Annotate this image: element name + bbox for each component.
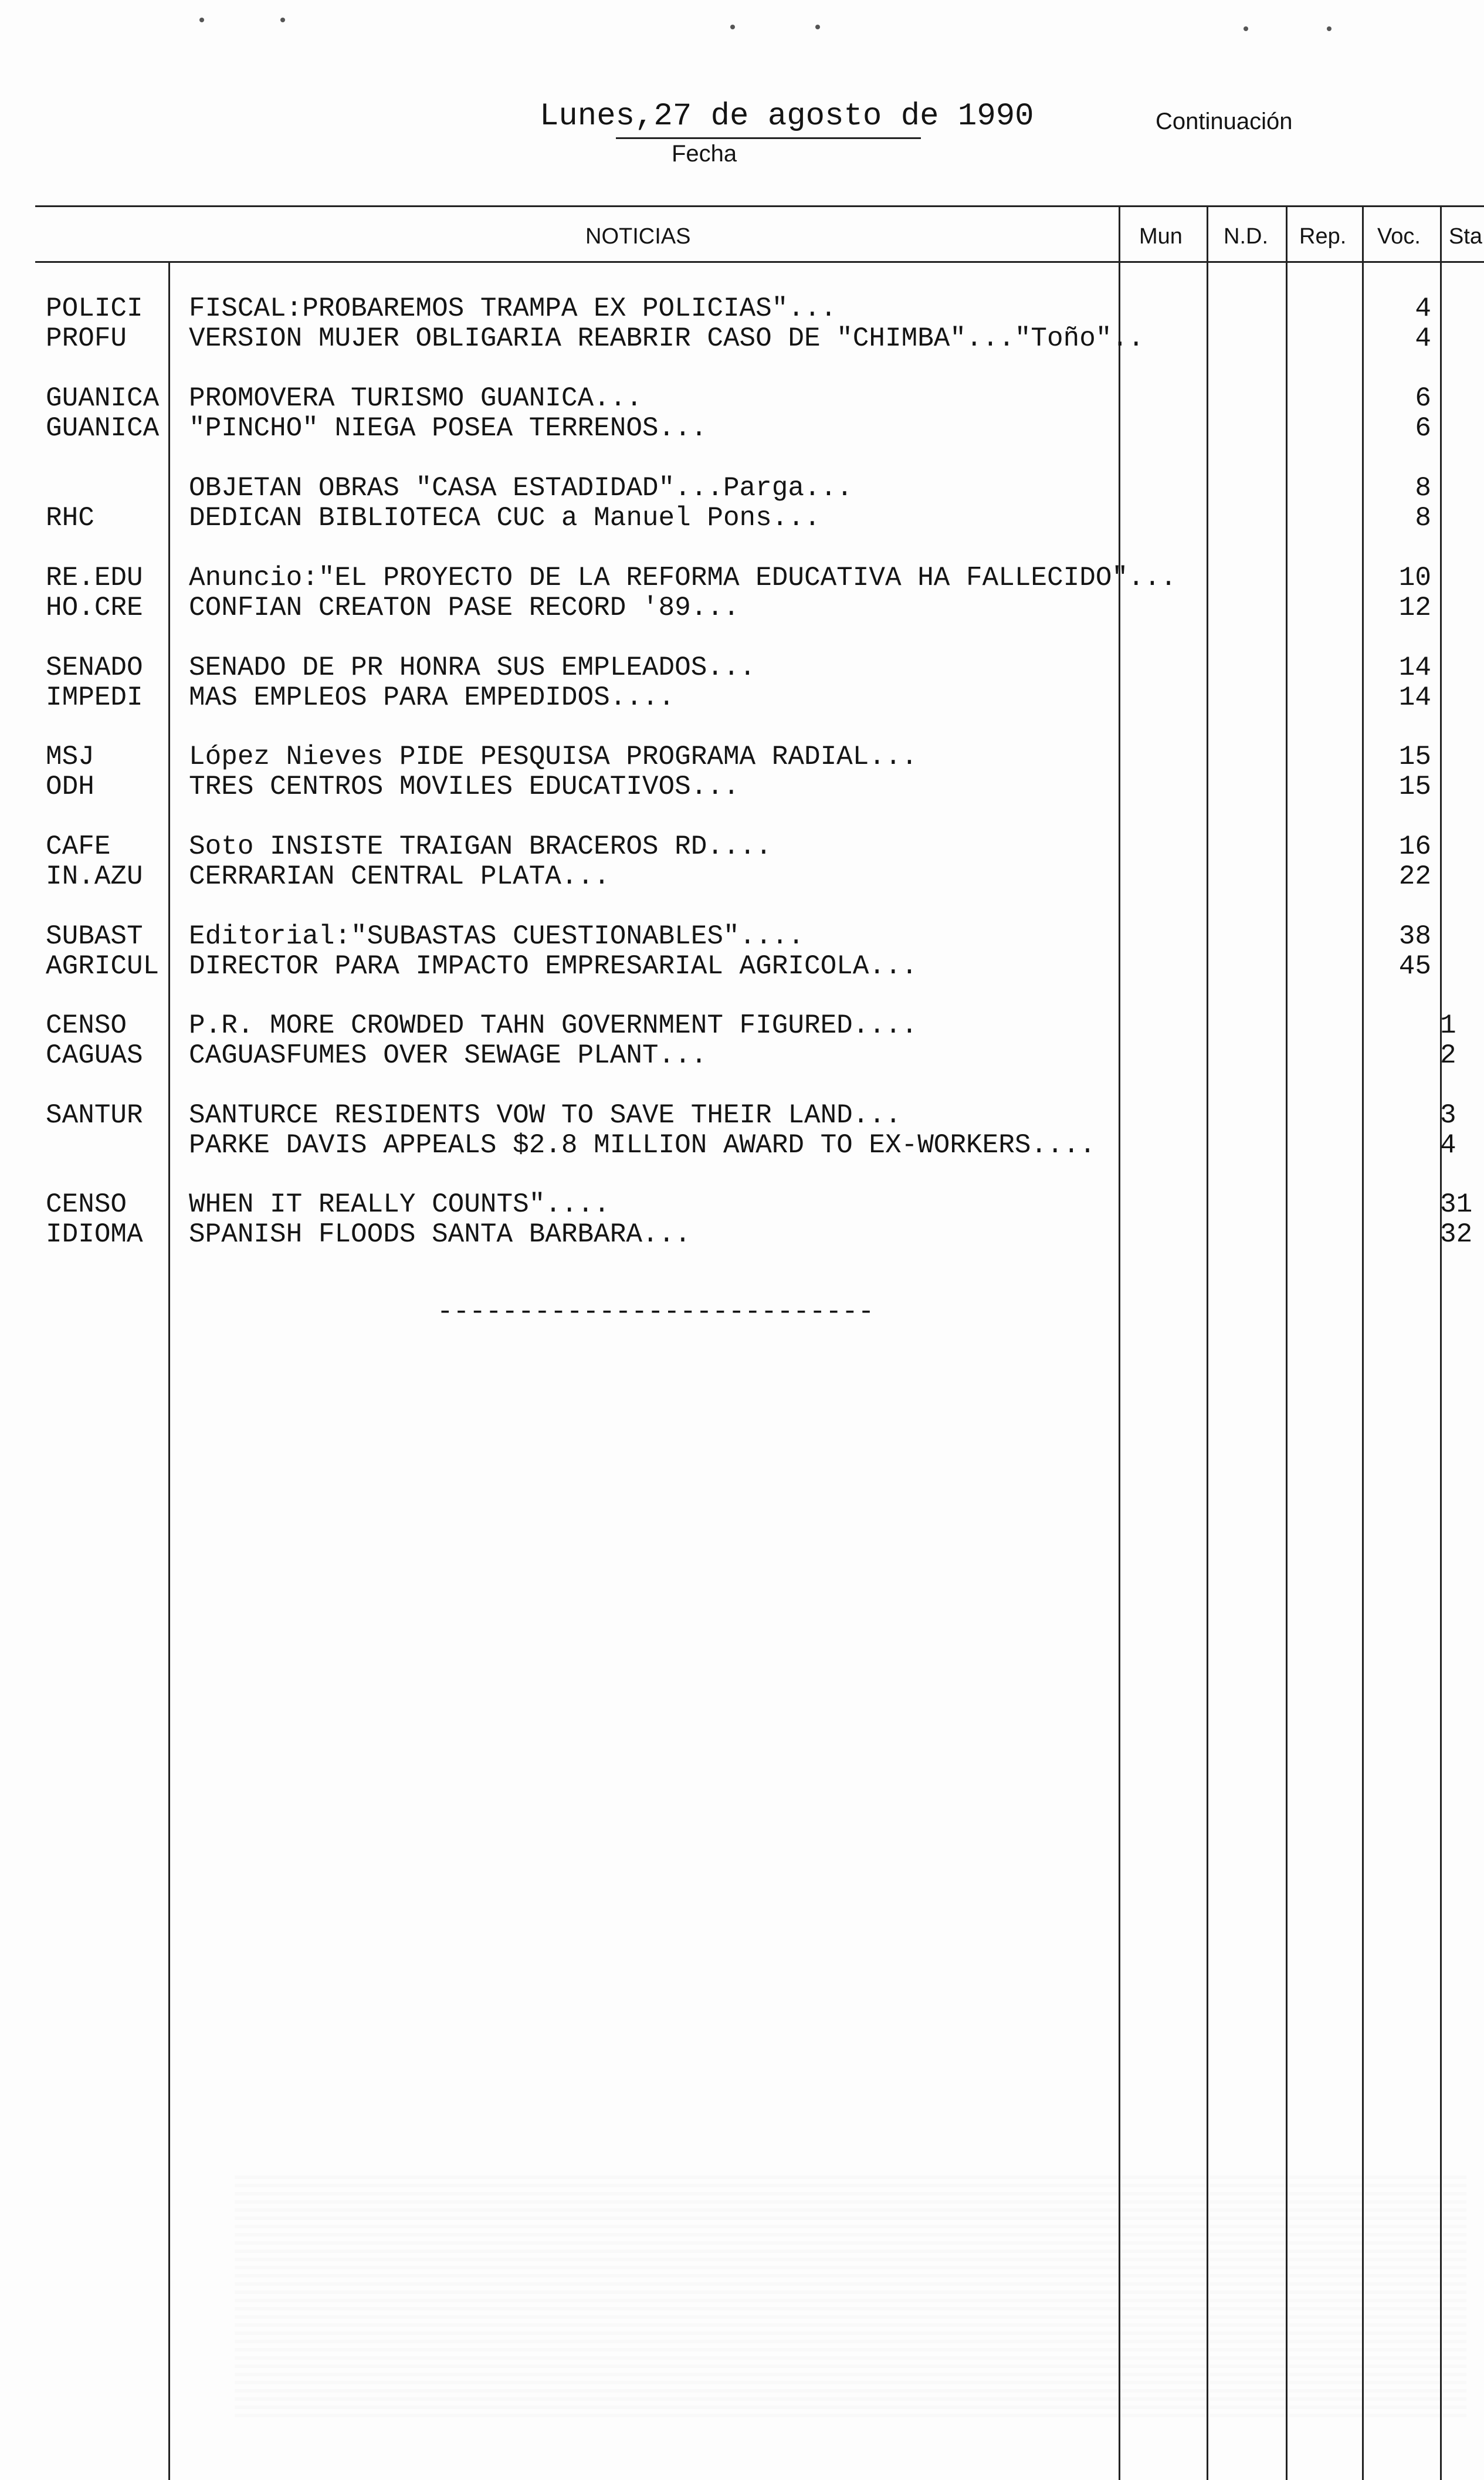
header-mun: Mun	[1139, 224, 1183, 249]
headline: TRES CENTROS MOVILES EDUCATIVOS...	[189, 772, 740, 802]
section-code: GUANICA	[46, 383, 160, 414]
sta-page: 1	[1440, 1010, 1456, 1041]
headline: P.R. MORE CROWDED TAHN GOVERNMENT FIGURED....	[189, 1010, 918, 1041]
headline: CAGUASFUMES OVER SEWAGE PLANT...	[189, 1040, 707, 1071]
header-rep: Rep.	[1299, 224, 1347, 249]
scan-artifact	[235, 2171, 1466, 2417]
column-divider-section	[168, 261, 170, 2480]
voc-page: 14	[1398, 682, 1431, 713]
voc-page: 8	[1415, 473, 1431, 503]
voc-page: 4	[1415, 293, 1431, 324]
punch-dot	[280, 18, 285, 22]
section-code: IDIOMA	[46, 1219, 143, 1250]
headline: Anuncio:"EL PROYECTO DE LA REFORMA EDUCATIVA HA FALLECIDO"...	[189, 563, 1177, 593]
section-code: MSJ	[46, 742, 94, 772]
section-code: HO.CRE	[46, 593, 143, 623]
headline: CONFIAN CREATON PASE RECORD '89...	[189, 593, 740, 623]
report-date: Lunes,27 de agosto de 1990	[540, 99, 1034, 134]
section-code: AGRICUL	[46, 951, 160, 982]
punch-dot	[815, 25, 820, 29]
section-code: CENSO	[46, 1010, 127, 1041]
voc-page: 6	[1415, 383, 1431, 414]
section-code: RHC	[46, 503, 94, 533]
voc-page: 4	[1415, 323, 1431, 354]
headline: SENADO DE PR HONRA SUS EMPLEADOS...	[189, 652, 756, 683]
table-header-rule	[35, 261, 1484, 263]
sta-page: 31	[1440, 1189, 1473, 1220]
section-code: PROFU	[46, 323, 127, 354]
column-divider-voc	[1362, 205, 1364, 2480]
headline: SPANISH FLOODS SANTA BARBARA...	[189, 1219, 691, 1250]
section-code: IMPEDI	[46, 682, 143, 713]
table-top-rule	[35, 205, 1484, 207]
section-code: RE.EDU	[46, 563, 143, 593]
section-code: CAFE	[46, 831, 111, 862]
voc-page: 8	[1415, 503, 1431, 533]
headline: SANTURCE RESIDENTS VOW TO SAVE THEIR LAND...	[189, 1100, 902, 1131]
sta-page: 2	[1440, 1040, 1456, 1071]
continuation-label: Continuación	[1156, 109, 1293, 134]
headline: PARKE DAVIS APPEALS $2.8 MILLION AWARD TO EX-WORKERS....	[189, 1130, 1096, 1161]
headline: López Nieves PIDE PESQUISA PROGRAMA RADIAL...	[189, 742, 918, 772]
section-code: SUBAST	[46, 921, 143, 952]
header-voc: Voc.	[1377, 224, 1421, 249]
header-sta: Sta	[1449, 224, 1483, 249]
headline: DEDICAN BIBLIOTECA CUC a Manuel Pons...	[189, 503, 821, 533]
headline: Editorial:"SUBASTAS CUESTIONABLES"....	[189, 921, 804, 952]
headline: "PINCHO" NIEGA POSEA TERRENOS...	[189, 413, 707, 444]
sta-page: 4	[1440, 1130, 1456, 1161]
voc-page: 45	[1398, 951, 1431, 982]
header-noticias: NOTICIAS	[585, 224, 691, 249]
column-divider-rep	[1286, 205, 1288, 2480]
voc-page: 12	[1398, 593, 1431, 623]
column-divider-nd	[1207, 205, 1208, 2480]
voc-page: 15	[1398, 742, 1431, 772]
voc-page: 6	[1415, 413, 1431, 444]
headline: OBJETAN OBRAS "CASA ESTADIDAD"...Parga...	[189, 473, 853, 503]
section-code: SANTUR	[46, 1100, 143, 1131]
headline: PROMOVERA TURISMO GUANICA...	[189, 383, 642, 414]
headline: DIRECTOR PARA IMPACTO EMPRESARIAL AGRICOLA...	[189, 951, 918, 982]
sta-page: 32	[1440, 1219, 1473, 1250]
headline: MAS EMPLEOS PARA EMPEDIDOS....	[189, 682, 675, 713]
headline: Soto INSISTE TRAIGAN BRACEROS RD....	[189, 831, 772, 862]
section-code: ODH	[46, 772, 94, 802]
headline: CERRARIAN CENTRAL PLATA...	[189, 861, 610, 892]
voc-page: 38	[1398, 921, 1431, 952]
punch-dot	[730, 25, 735, 29]
section-code: CAGUAS	[46, 1040, 143, 1071]
section-code: IN.AZU	[46, 861, 143, 892]
headline: WHEN IT REALLY COUNTS"....	[189, 1189, 610, 1220]
date-caption: Fecha	[672, 141, 737, 167]
column-divider-sta	[1440, 205, 1442, 2480]
sta-page: 3	[1440, 1100, 1456, 1131]
section-code: GUANICA	[46, 413, 160, 444]
section-code: CENSO	[46, 1189, 127, 1220]
punch-dot	[1244, 26, 1248, 31]
punch-dot	[199, 18, 204, 22]
voc-page: 16	[1398, 831, 1431, 862]
voc-page: 22	[1398, 861, 1431, 892]
voc-page: 15	[1398, 772, 1431, 802]
voc-page: 14	[1398, 652, 1431, 683]
headline: VERSION MUJER OBLIGARIA REABRIR CASO DE "CHIMBA"..."Toño"..	[189, 323, 1144, 354]
end-of-list-rule: ---------------------------	[437, 1297, 875, 1327]
header-nd: N.D.	[1224, 224, 1268, 249]
section-code: SENADO	[46, 652, 143, 683]
date-underline	[616, 137, 921, 139]
section-code: POLICI	[46, 293, 143, 324]
punch-dot	[1327, 26, 1331, 31]
voc-page: 10	[1398, 563, 1431, 593]
column-divider-mun	[1119, 205, 1120, 2480]
headline: FISCAL:PROBAREMOS TRAMPA EX POLICIAS"...	[189, 293, 837, 324]
